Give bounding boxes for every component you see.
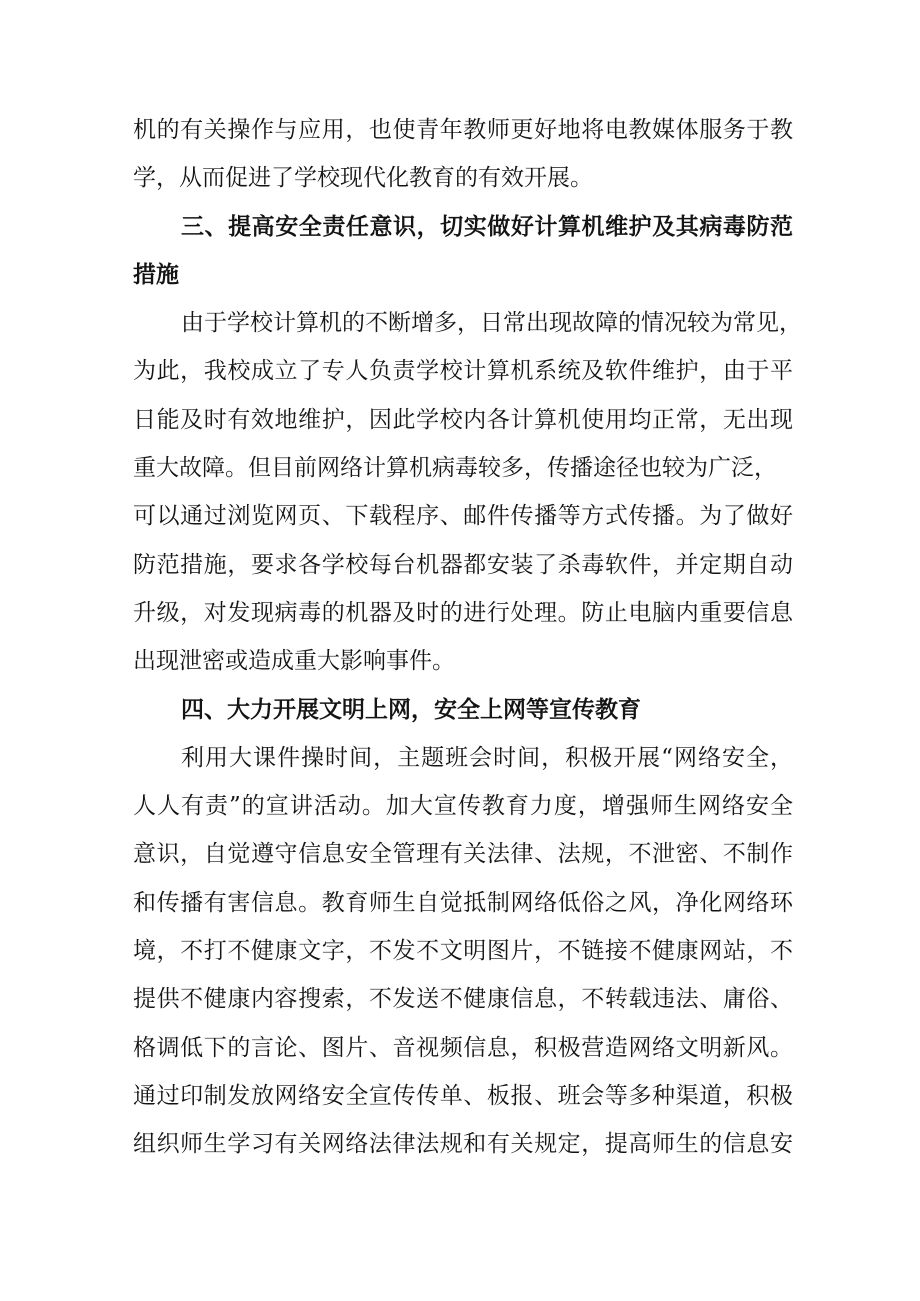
paragraph-line: 机的有关操作与应用，也使青年教师更好地将电教媒体服务于教 xyxy=(133,117,793,143)
section-heading-3: 三、提高安全责任意识，切实做好计算机维护及其病毒防范 xyxy=(181,213,793,240)
paragraph-line: 格调低下的言论、图片、音视频信息，积极营造网络文明新风。 xyxy=(133,1034,793,1061)
paragraph-line: 由于学校计算机的不断增多，日常出现故障的情况较为常见， xyxy=(181,310,802,337)
paragraph-line: 可以通过浏览网页、下载程序、邮件传播等方式传播。为了做好 xyxy=(133,503,793,530)
paragraph-line: 学，从而促进了学校现代化教育的有效开展。 xyxy=(133,165,593,192)
paragraph-line: 日能及时有效地维护，因此学校内各计算机使用均正常，无出现 xyxy=(133,406,793,433)
section-heading-4: 四、大力开展文明上网，安全上网等宣传教育 xyxy=(181,696,641,723)
paragraph-line: 防范措施，要求各学校每台机器都安装了杀毒软件，并定期自动 xyxy=(133,551,793,578)
paragraph-line: 升级，对发现病毒的机器及时的进行处理。防止电脑内重要信息 xyxy=(133,599,793,626)
section-heading-3-continued: 措施 xyxy=(133,261,179,288)
paragraph-line: 提供不健康内容搜索，不发送不健康信息，不转载违法、庸俗、 xyxy=(133,986,793,1013)
document-body xyxy=(133,106,802,1169)
paragraph-line: 重大故障。但目前网络计算机病毒较多，传播途径也较为广泛， xyxy=(133,455,777,482)
paragraph-line: 为此，我校成立了专人负责学校计算机系统及软件维护，由于平 xyxy=(133,358,793,385)
paragraph-line: 人人有责”的宣讲活动。加大宣传教育力度，增强师生网络安全 xyxy=(133,793,793,820)
paragraph-line: 意识，自觉遵守信息安全管理有关法律、法规，不泄密、不制作 xyxy=(133,841,793,868)
paragraph-line: 通过印制发放网络安全宣传传单、板报、班会等多种渠道，积极 xyxy=(133,1082,793,1109)
paragraph-line: 和传播有害信息。教育师生自觉抵制网络低俗之风，净化网络环 xyxy=(133,889,793,916)
paragraph-line: 组织师生学习有关网络法律法规和有关规定，提高师生的信息安 xyxy=(133,1131,793,1158)
paragraph-line: 境，不打不健康文字，不发不文明图片，不链接不健康网站，不 xyxy=(133,938,793,965)
paragraph-line: 出现泄密或造成重大影响事件。 xyxy=(133,648,455,675)
paragraph-line: 利用大课件操时间，主题班会时间，积极开展“网络安全， xyxy=(181,744,793,771)
